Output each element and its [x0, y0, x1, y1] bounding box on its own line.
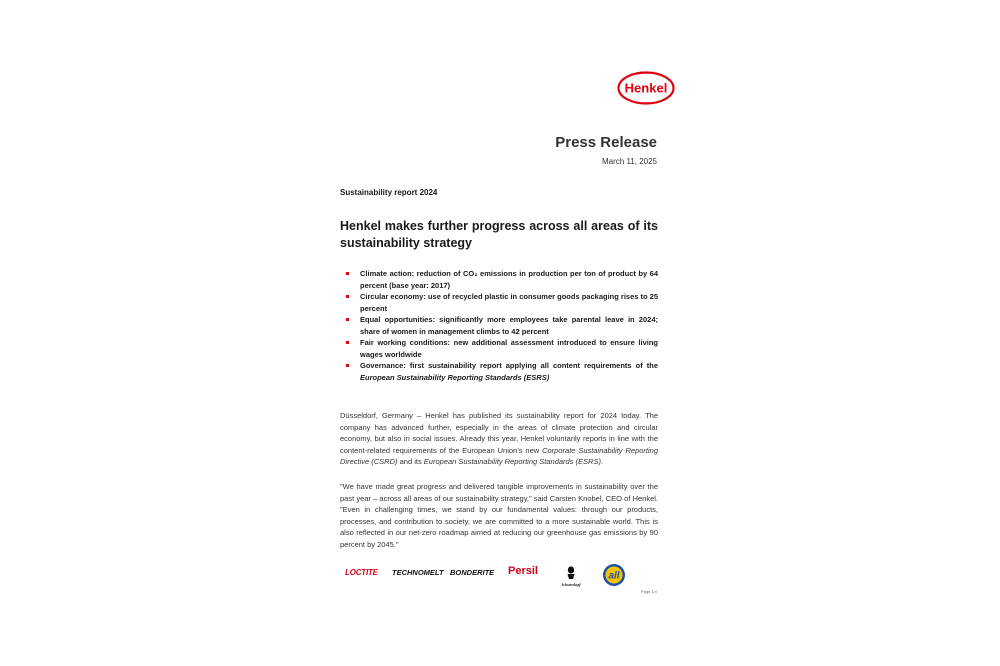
henkel-logo	[617, 71, 675, 105]
body-paragraph: Düsseldorf, Germany – Henkel has published its sustainability report for 2024 today. The company has advanced further, especially in the areas of climate protection and circular economy, but also in social issues. Already this year, Henkel voluntarily reports in line with the content-related requirements of the European Union’s new Corporate Sustainability Reporting Directive (CSRD) and its European Sustainability Reporting Standards (ESRS).	[340, 411, 658, 467]
highlights-list	[346, 268, 658, 383]
list-item: Governance: first sustainability report applying all content requirements of the European Sustainability Reporting Standards (ESRS)	[346, 360, 658, 383]
brand-loctite: LOCTITE	[345, 568, 378, 577]
bullet-marker	[346, 341, 349, 344]
quote-paragraph: "We have made great progress and delivered tangible improvements in sustainability over the past year – across all areas of our sustainability strategy," said Carsten Knobel, CEO of Henkel. "Even in challenging times, we stand by our fundamental values: through our products, processes, and contribution to society, we are committed to a more sustainable world. This is also reflected in our net-zero roadmap aimed at reducing our greenhouse gas emissions by 90 percent by 2045."	[340, 482, 658, 549]
page-number: Page 1/4	[640, 589, 657, 594]
bullet-marker	[346, 318, 349, 321]
brand-all-logo	[602, 563, 626, 587]
list-item: Equal opportunities: significantly more employees take parental leave in 2024; share of women in management climbs to 42 percent	[346, 314, 658, 337]
page-title: Press Release	[555, 134, 657, 151]
kicker: Sustainability report 2024	[340, 188, 438, 197]
list-item: Circular economy: use of recycled plastic in consumer goods packaging rises to 25 percent	[346, 291, 658, 314]
bullet-marker	[346, 364, 349, 367]
headline: Henkel makes further progress across all areas of its sustainability strategy	[340, 219, 658, 250]
brand-persil: Persil	[508, 565, 538, 577]
bullet-marker	[346, 272, 349, 275]
brand-strip	[340, 565, 660, 589]
brand-bonderite: BONDERITE	[450, 568, 495, 577]
bullet-marker	[346, 295, 349, 298]
list-item: Climate action: reduction of CO₂ emissions in production per ton of product by 64 percent (base year: 2017)	[346, 268, 658, 291]
list-item: Fair working conditions: new additional assessment introduced to ensure living wages worldwide	[346, 337, 658, 360]
svg-text:Schwarzkopf: Schwarzkopf	[561, 583, 581, 587]
release-date: March 11, 2025	[602, 157, 657, 166]
brand-schwarzkopf-logo	[560, 565, 582, 589]
henkel-logo-text: Henkel	[624, 80, 668, 96]
svg-text:all: all	[608, 570, 620, 582]
brand-technomelt: TECHNOMELT	[392, 568, 444, 577]
